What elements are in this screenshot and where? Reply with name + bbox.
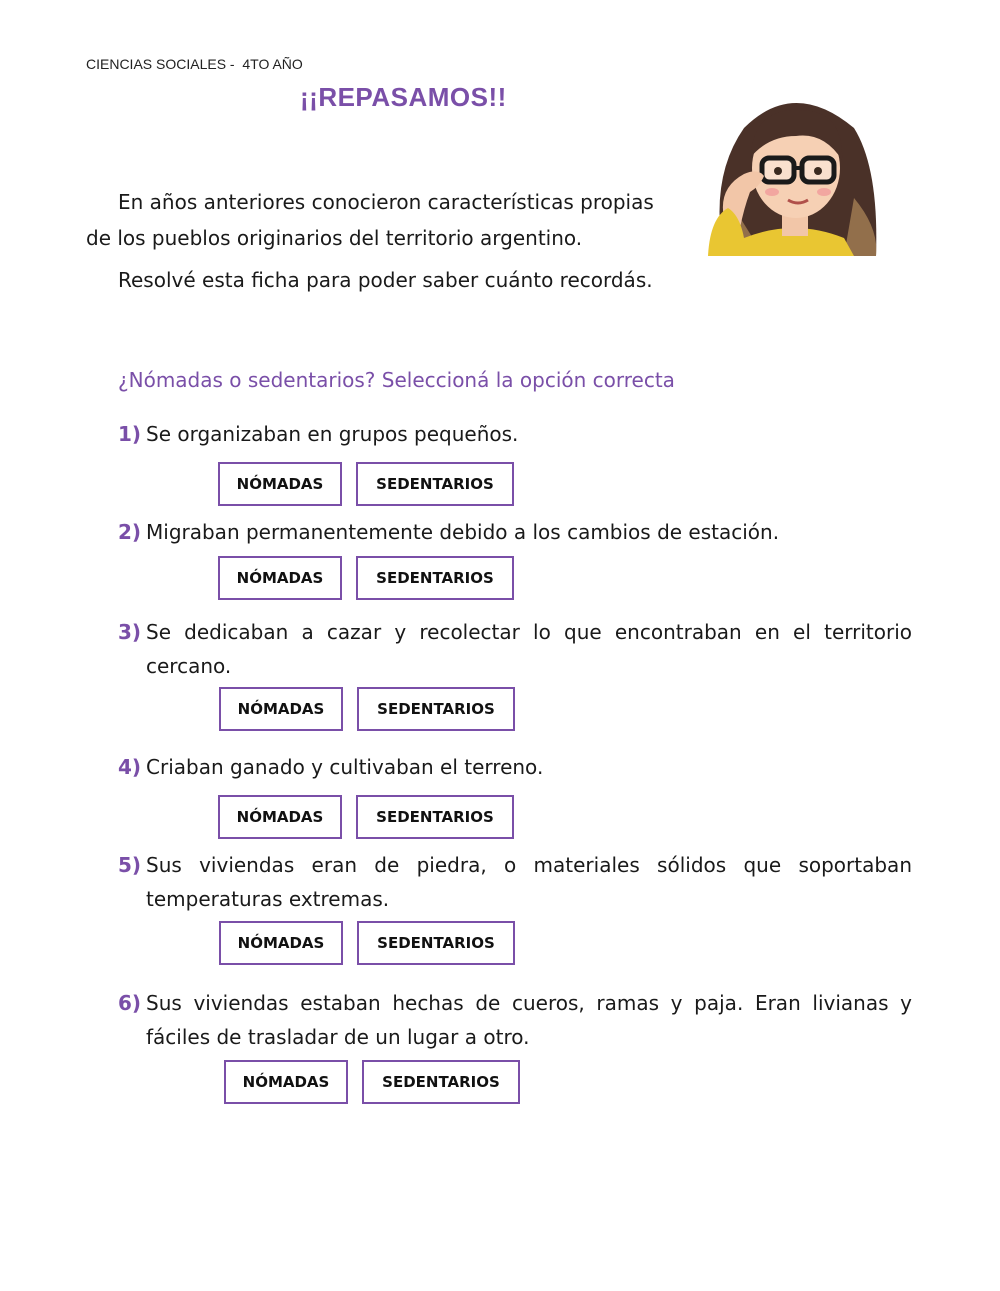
page-title: ¡¡REPASAMOS!! bbox=[300, 82, 507, 112]
question-number: 4) bbox=[118, 755, 142, 779]
question-text: Sus viviendas estaban hechas de cueros, ramas y paja. Eran livianas y fáciles de trasladar de un lugar a otro. bbox=[146, 991, 912, 1049]
intro-line-2: de los pueblos originarios del territorio argentino. bbox=[86, 226, 583, 250]
sedentarios-button[interactable]: SEDENTARIOS bbox=[356, 556, 514, 600]
question-2 bbox=[118, 515, 912, 549]
question-number: 1) bbox=[118, 422, 142, 446]
sedentarios-button[interactable]: SEDENTARIOS bbox=[356, 795, 514, 839]
question-5-options bbox=[219, 921, 515, 965]
question-4-options bbox=[218, 795, 514, 839]
section-title: ¿Nómadas o sedentarios? Seleccioná la opción correcta bbox=[118, 368, 675, 392]
sedentarios-button[interactable]: SEDENTARIOS bbox=[362, 1060, 520, 1104]
question-1-options bbox=[218, 462, 514, 506]
question-number: 5) bbox=[118, 853, 142, 877]
question-1 bbox=[118, 417, 912, 451]
question-4 bbox=[118, 750, 912, 784]
instruction-text: Resolvé esta ficha para poder saber cuánto recordás. bbox=[118, 268, 653, 292]
nomadas-button[interactable]: NÓMADAS bbox=[224, 1060, 348, 1104]
question-2-options bbox=[218, 556, 514, 600]
nomadas-button[interactable]: NÓMADAS bbox=[218, 462, 342, 506]
nomadas-button[interactable]: NÓMADAS bbox=[219, 687, 343, 731]
nomadas-button[interactable]: NÓMADAS bbox=[218, 795, 342, 839]
nomadas-button[interactable]: NÓMADAS bbox=[218, 556, 342, 600]
nomadas-button[interactable]: NÓMADAS bbox=[219, 921, 343, 965]
question-text: Se organizaban en grupos pequeños. bbox=[146, 422, 519, 446]
sedentarios-button[interactable]: SEDENTARIOS bbox=[357, 687, 515, 731]
question-text: Migraban permanentemente debido a los cambios de estación. bbox=[146, 520, 780, 544]
intro-paragraph bbox=[86, 184, 676, 256]
teacher-avatar-image bbox=[704, 88, 884, 256]
question-5 bbox=[118, 848, 912, 916]
sedentarios-button[interactable]: SEDENTARIOS bbox=[356, 462, 514, 506]
question-number: 2) bbox=[118, 520, 142, 544]
question-3 bbox=[118, 615, 912, 683]
question-number: 6) bbox=[118, 991, 142, 1015]
intro-line-1: En años anteriores conocieron características propias bbox=[118, 190, 654, 214]
subject-header: CIENCIAS SOCIALES - 4TO AÑO bbox=[86, 56, 303, 72]
question-number: 3) bbox=[118, 620, 142, 644]
question-3-options bbox=[219, 687, 515, 731]
question-6-options bbox=[224, 1060, 520, 1104]
sedentarios-button[interactable]: SEDENTARIOS bbox=[357, 921, 515, 965]
question-text: Se dedicaban a cazar y recolectar lo que encontraban en el territorio cercano. bbox=[146, 620, 912, 678]
question-text: Sus viviendas eran de piedra, o materiales sólidos que soportaban temperaturas extremas. bbox=[146, 853, 912, 911]
question-text: Criaban ganado y cultivaban el terreno. bbox=[146, 755, 544, 779]
question-6 bbox=[118, 986, 912, 1054]
